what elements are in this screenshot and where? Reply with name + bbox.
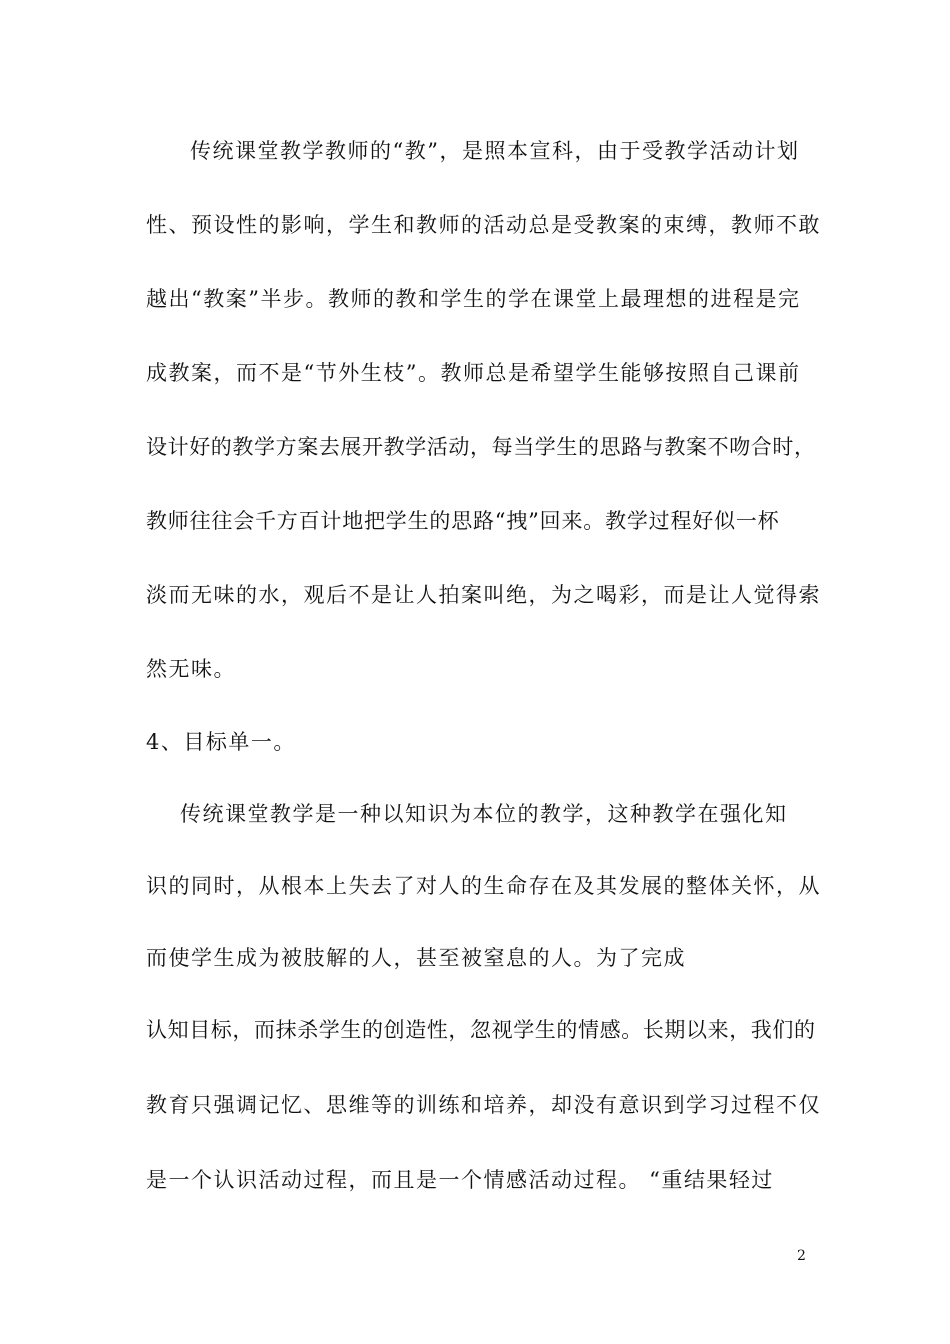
paragraph-line: 越出“教案”半步。教师的教和学生的学在课堂上最理想的进程是完 [146,287,801,311]
paragraph-line: 传统课堂教学教师的“教”，是照本宣科，由于受教学活动计划 [190,139,800,163]
paragraph-line: 识的同时，从根本上失去了对人的生命存在及其发展的整体关怀，从 [146,874,821,898]
paragraph-line: 然无味。 [146,657,236,681]
paragraph-line: 认知目标，而抹杀学生的创造性，忽视学生的情感。长期以来，我们的 [146,1018,816,1042]
page-number: 2 [797,1248,806,1264]
paragraph-line: 成教案，而不是“节外生枝”。教师总是希望学生能够按照自己课前 [146,361,801,385]
paragraph-line: 教师往往会千方百计地把学生的思路“拽”回来。教学过程好似一杯 [146,509,780,533]
paragraph-line: 是一个认识活动过程，而且是一个情感活动过程。 “重结果轻过 [146,1168,774,1192]
paragraph-line: 传统课堂教学是一种以知识为本位的教学，这种教学在强化知 [180,802,788,826]
paragraph-line: 淡而无味的水，观后不是让人拍案叫绝，为之喝彩，而是让人觉得索 [146,583,821,607]
paragraph-line: 而使学生成为被肢解的人，甚至被窒息的人。为了完成 [146,946,686,970]
paragraph-line: 性、预设性的影响，学生和教师的活动总是受教案的束缚，教师不敢 [146,213,821,237]
paragraph-line: 教育只强调记忆、思维等的训练和培养，却没有意识到学习过程不仅 [146,1093,821,1117]
section-heading: 4、目标单一。 [146,730,296,754]
paragraph-line: 设计好的教学方案去展开教学活动，每当学生的思路与教案不吻合时， [146,435,816,459]
